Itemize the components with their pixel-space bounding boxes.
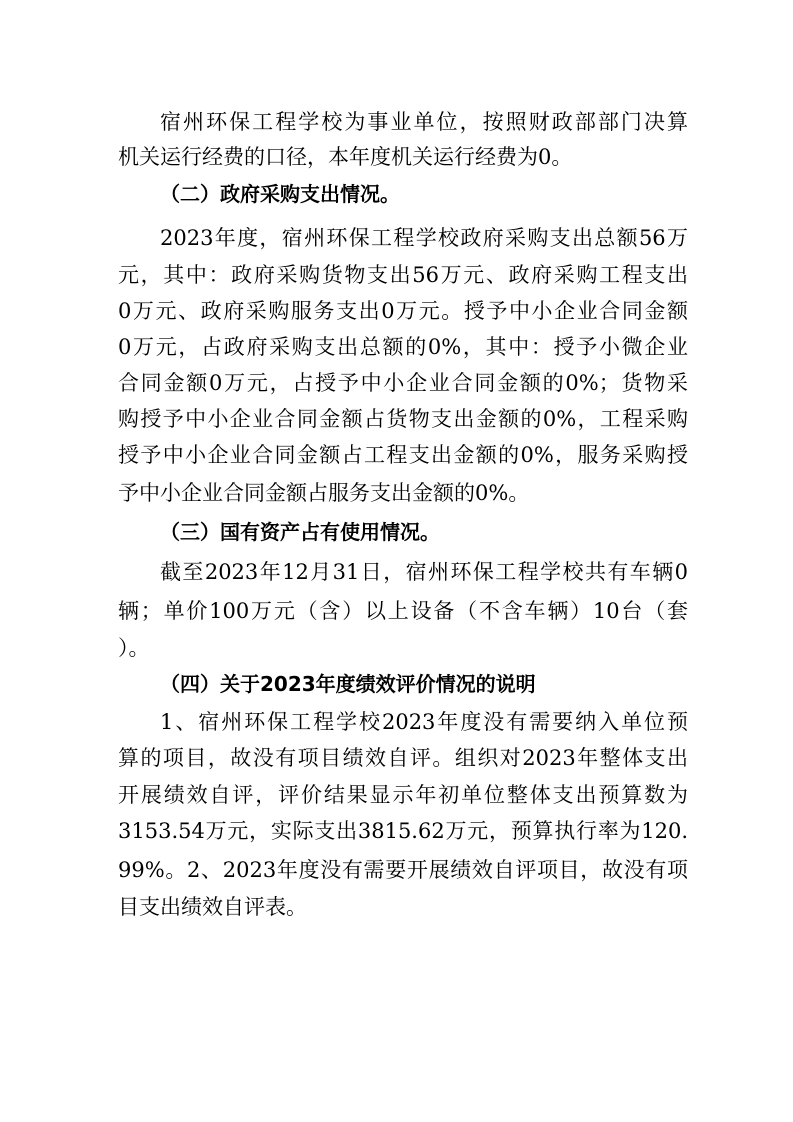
section-4-line-4: 3153.54万元，实际支出3815.62万元，预算执行率为120.	[118, 819, 688, 843]
section-4-line-5: 99%。2、2023年度没有需要开展绩效自评项目，故没有项	[118, 858, 688, 882]
section-4-line-1: 1、宿州环保工程学校2023年度没有需要纳入单位预	[160, 710, 688, 734]
intro-line-2: 机关运行经费的口径，本年度机关运行经费为0。	[118, 145, 573, 169]
section-2-line-2: 元，其中：政府采购货物支出56万元、政府采购工程支出	[118, 263, 688, 287]
section-4-line-6: 目支出绩效自评表。	[118, 895, 307, 919]
section-4-heading: （四）关于2023年度绩效评价情况的说明	[160, 672, 536, 696]
section-3-line-3: ）。	[118, 636, 150, 660]
section-2-line-6: 购授予中小企业合同金额占货物支出金额的0%，工程采购	[118, 407, 688, 431]
section-2-line-4: 0万元，占政府采购支出总额的0%，其中：授予小微企业	[118, 335, 688, 359]
section-3-line-1: 截至2023年12月31日，宿州环保工程学校共有车辆0	[160, 560, 688, 584]
section-2-line-8: 予中小企业合同金额占服务支出金额的0%。	[118, 481, 530, 505]
intro-line-1: 宿州环保工程学校为事业单位，按照财政部部门决算	[160, 110, 688, 134]
section-2-line-1: 2023年度，宿州环保工程学校政府采购支出总额56万	[160, 226, 688, 250]
section-2-line-3: 0万元、政府采购服务支出0万元。授予中小企业合同金额	[118, 299, 688, 323]
section-3-heading: （三）国有资产占有使用情况。	[160, 520, 440, 544]
section-2-heading: （二）政府采购支出情况。	[160, 182, 400, 206]
section-4-line-2: 算的项目，故没有项目绩效自评。组织对2023年整体支出	[118, 746, 688, 770]
section-2-line-5: 合同金额0万元，占授予中小企业合同金额的0%；货物采	[118, 371, 688, 395]
section-4-line-3: 开展绩效自评，评价结果显示年初单位整体支出预算数为	[118, 783, 688, 807]
section-3-line-2: 辆；单价100万元（含）以上设备（不含车辆）10台（套	[118, 599, 688, 623]
section-2-line-7: 授予中小企业合同金额占工程支出金额的0%，服务采购授	[118, 443, 688, 467]
